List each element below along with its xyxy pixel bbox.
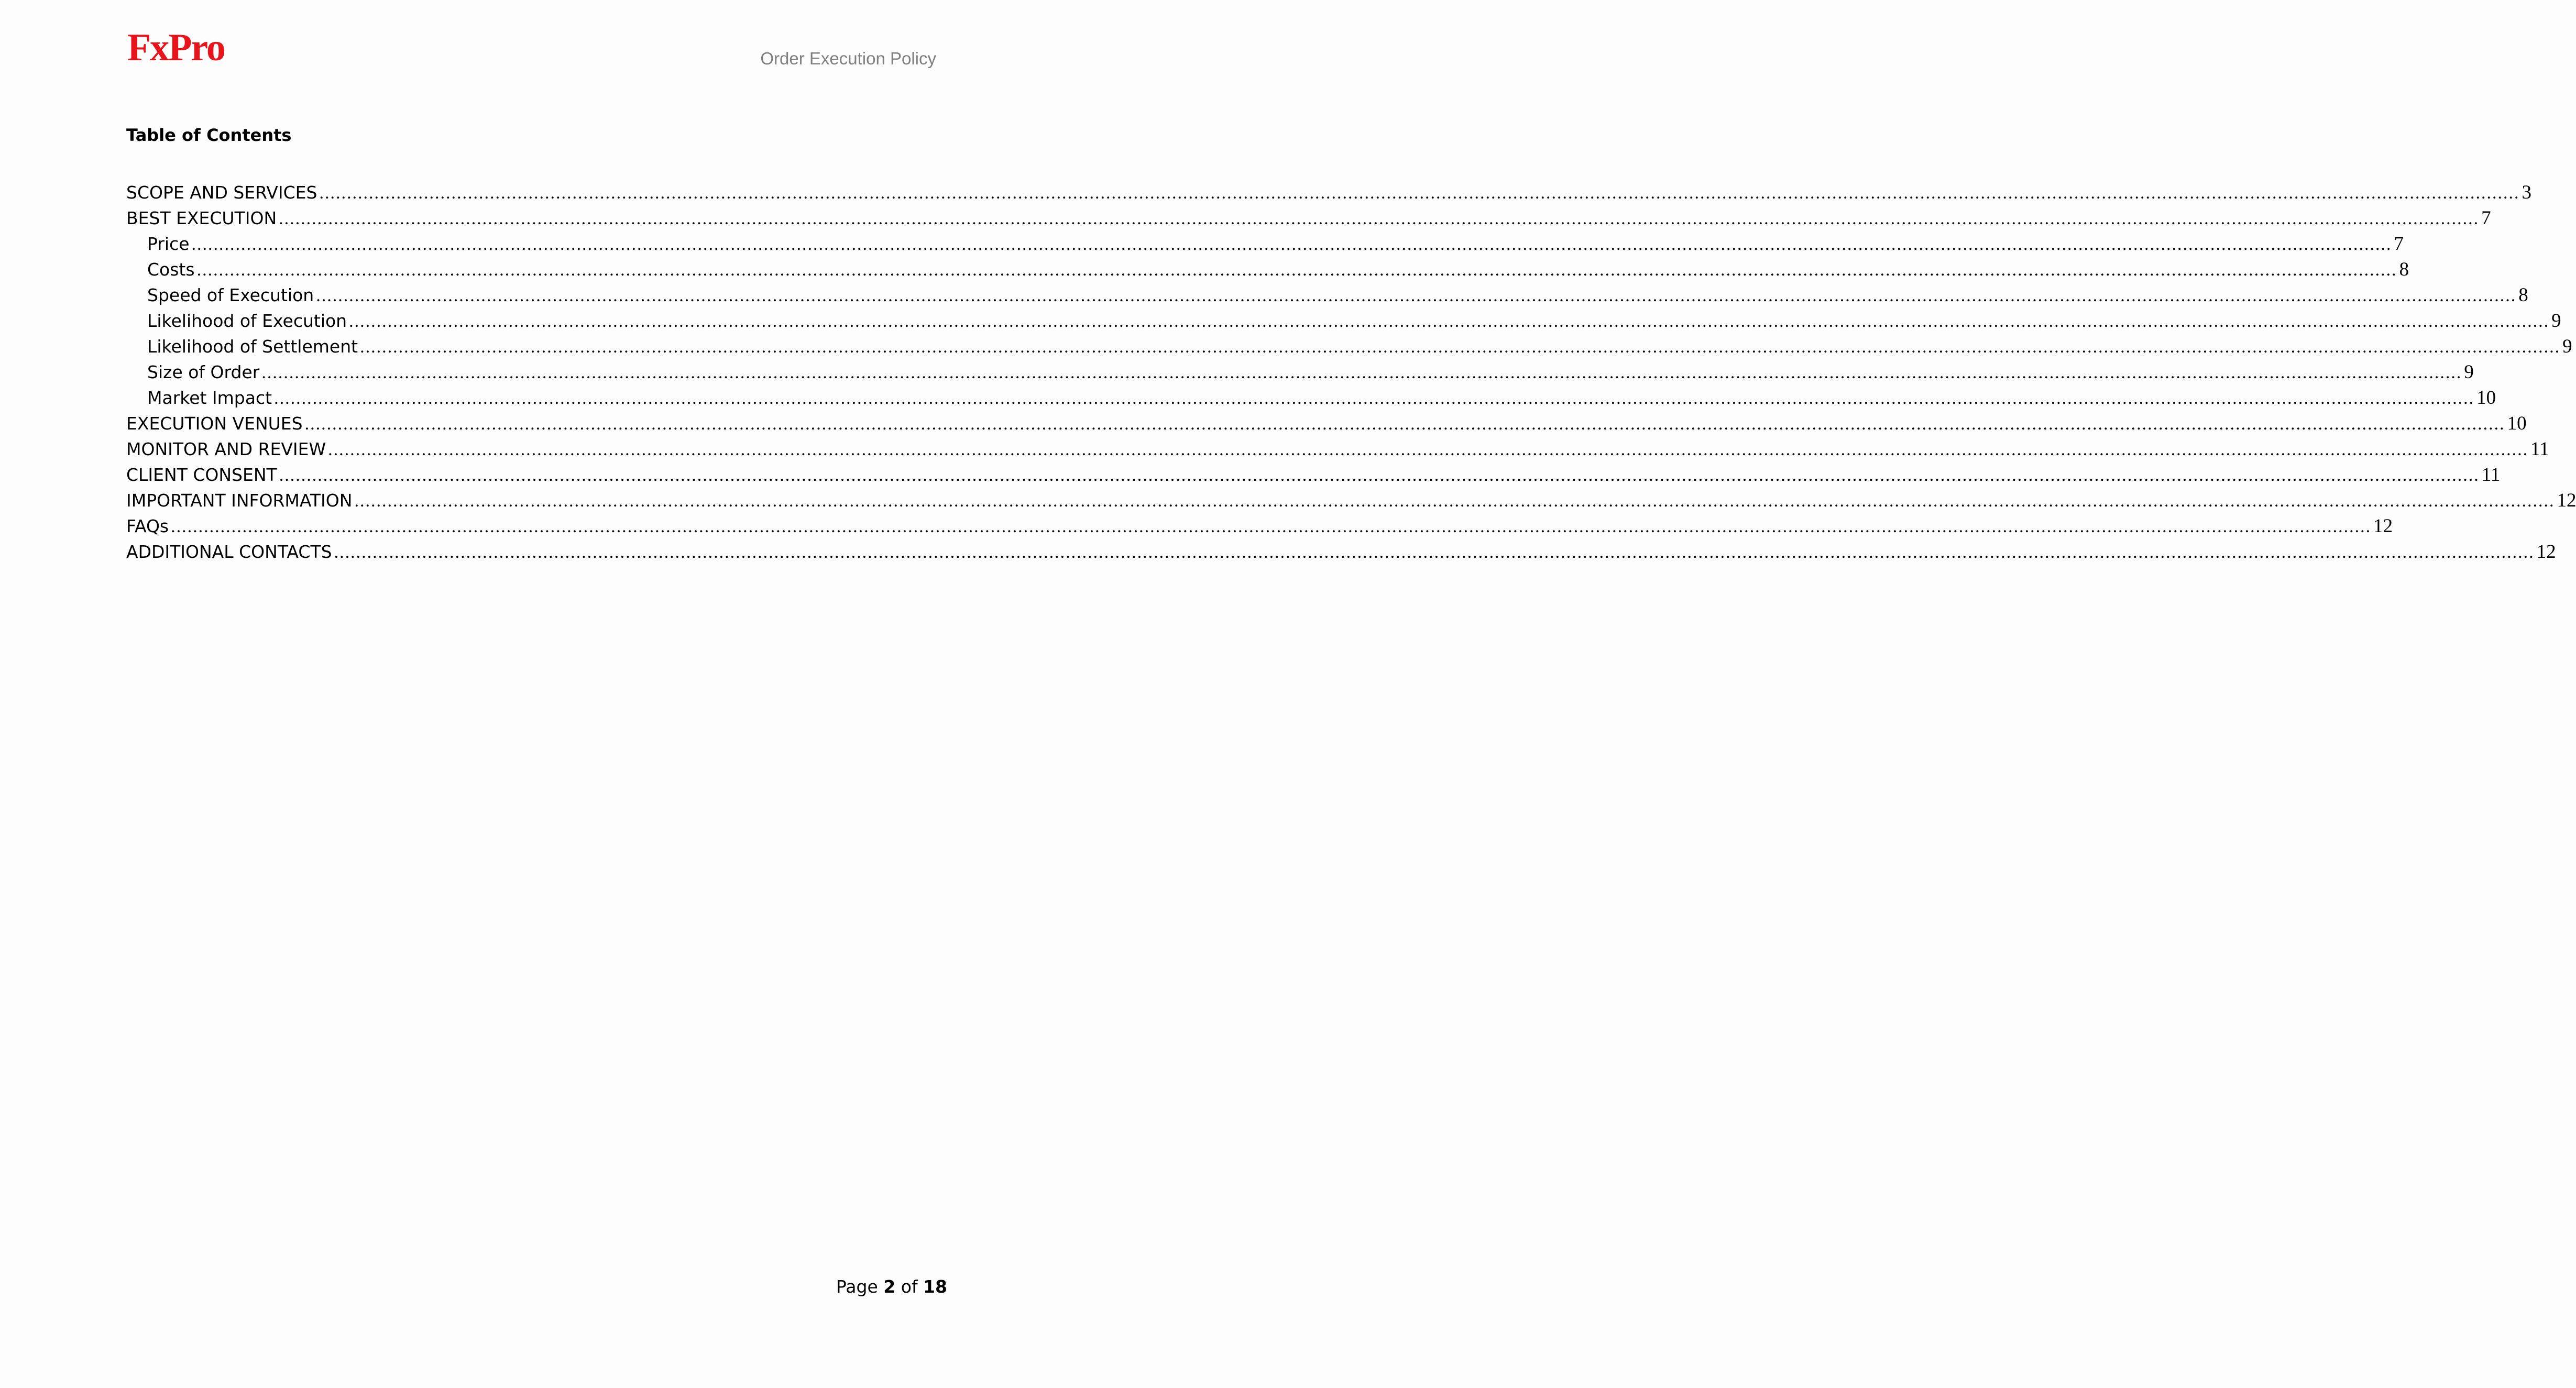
toc-entry-page: 9 [2551, 310, 2561, 332]
toc-entry-page: 12 [2373, 515, 2393, 537]
toc-dot-leader: ................................................................................................................................................................................................................................................................................................................................................................................................................ [328, 440, 2529, 459]
toc-entry[interactable] [126, 411, 2527, 436]
document-title: Order Execution Policy [760, 49, 936, 68]
toc-entry-label: Market Impact [147, 388, 272, 408]
toc-entry-label: IMPORTANT INFORMATION [126, 490, 353, 511]
toc-entry-label: Likelihood of Settlement [147, 336, 358, 357]
of-word: of [901, 1276, 918, 1297]
toc-entry-page: 11 [2530, 438, 2549, 460]
toc-entry-page: 7 [2394, 233, 2404, 255]
toc-entry-page: 9 [2562, 336, 2572, 357]
toc-entry[interactable] [126, 308, 2561, 334]
toc-dot-leader: ................................................................................................................................................................................................................................................................................................................................................................................................................ [334, 543, 2535, 562]
toc-dot-leader: ................................................................................................................................................................................................................................................................................................................................................................................................................ [316, 286, 2517, 305]
toc-dot-leader: ................................................................................................................................................................................................................................................................................................................................................................................................................ [360, 337, 2561, 357]
toc-entry-label: SCOPE AND SERVICES [126, 182, 317, 203]
toc-entry-label: Size of Order [147, 362, 260, 382]
toc-entry[interactable] [126, 488, 2576, 513]
toc-entry-label: ADDITIONAL CONTACTS [126, 542, 332, 562]
toc-dot-leader: ................................................................................................................................................................................................................................................................................................................................................................................................................ [349, 312, 2550, 331]
toc-dot-leader: ................................................................................................................................................................................................................................................................................................................................................................................................................ [304, 414, 2505, 434]
toc-entry[interactable] [126, 436, 2549, 462]
toc-dot-leader: ................................................................................................................................................................................................................................................................................................................................................................................................................ [319, 183, 2520, 203]
toc-entry-label: FAQs [126, 516, 169, 536]
toc-entry[interactable] [126, 513, 2393, 539]
toc-entry-label: Costs [147, 259, 195, 280]
toc-entry-page: 12 [2557, 490, 2576, 511]
toc-dot-leader: ................................................................................................................................................................................................................................................................................................................................................................................................................ [191, 235, 2392, 254]
toc-entry-page: 9 [2464, 361, 2474, 383]
toc-entry-label: MONITOR AND REVIEW [126, 439, 326, 459]
toc-entry-page: 12 [2536, 541, 2556, 563]
toc-entry[interactable] [126, 180, 2531, 205]
toc-entry-page: 10 [2507, 413, 2527, 434]
toc-entry[interactable] [126, 539, 2556, 565]
toc-dot-leader: ................................................................................................................................................................................................................................................................................................................................................................................................................ [196, 260, 2397, 280]
toc-dot-leader: ................................................................................................................................................................................................................................................................................................................................................................................................................ [171, 517, 2372, 536]
toc-entry[interactable] [126, 462, 2501, 488]
toc-entry-page: 8 [2399, 259, 2409, 280]
fxpro-logo: FxPro [127, 26, 225, 69]
toc-entry-page: 11 [2481, 464, 2501, 486]
toc-heading: Table of Contents [126, 125, 292, 145]
toc-dot-leader: ................................................................................................................................................................................................................................................................................................................................................................................................................ [261, 363, 2462, 382]
toc-entry[interactable] [126, 359, 2474, 385]
page-prefix: Page [836, 1276, 878, 1297]
toc-dot-leader: ................................................................................................................................................................................................................................................................................................................................................................................................................ [354, 491, 2555, 511]
table-of-contents [126, 180, 2576, 565]
toc-entry[interactable] [126, 334, 2572, 359]
toc-entry-label: BEST EXECUTION [126, 208, 277, 228]
toc-entry[interactable] [126, 257, 2409, 282]
page-number [836, 1278, 947, 1295]
toc-dot-leader: ................................................................................................................................................................................................................................................................................................................................................................................................................ [279, 466, 2480, 485]
toc-entry-label: CLIENT CONSENT [126, 465, 277, 485]
toc-entry-page: 7 [2481, 207, 2491, 229]
toc-entry[interactable] [126, 282, 2528, 308]
toc-entry[interactable] [126, 231, 2404, 257]
toc-entry[interactable] [126, 385, 2496, 411]
toc-dot-leader: ................................................................................................................................................................................................................................................................................................................................................................................................................ [279, 209, 2480, 228]
total-pages: 18 [923, 1276, 947, 1297]
toc-dot-leader: ................................................................................................................................................................................................................................................................................................................................................................................................................ [274, 389, 2475, 408]
toc-entry[interactable] [126, 205, 2491, 231]
toc-entry-label: Likelihood of Execution [147, 311, 347, 331]
toc-entry-label: Speed of Execution [147, 285, 314, 305]
toc-entry-page: 8 [2518, 284, 2528, 306]
toc-entry-label: Price [147, 234, 190, 254]
toc-entry-page: 10 [2476, 387, 2496, 409]
toc-entry-page: 3 [2522, 182, 2531, 203]
current-page: 2 [883, 1276, 896, 1297]
toc-entry-label: EXECUTION VENUES [126, 413, 303, 434]
